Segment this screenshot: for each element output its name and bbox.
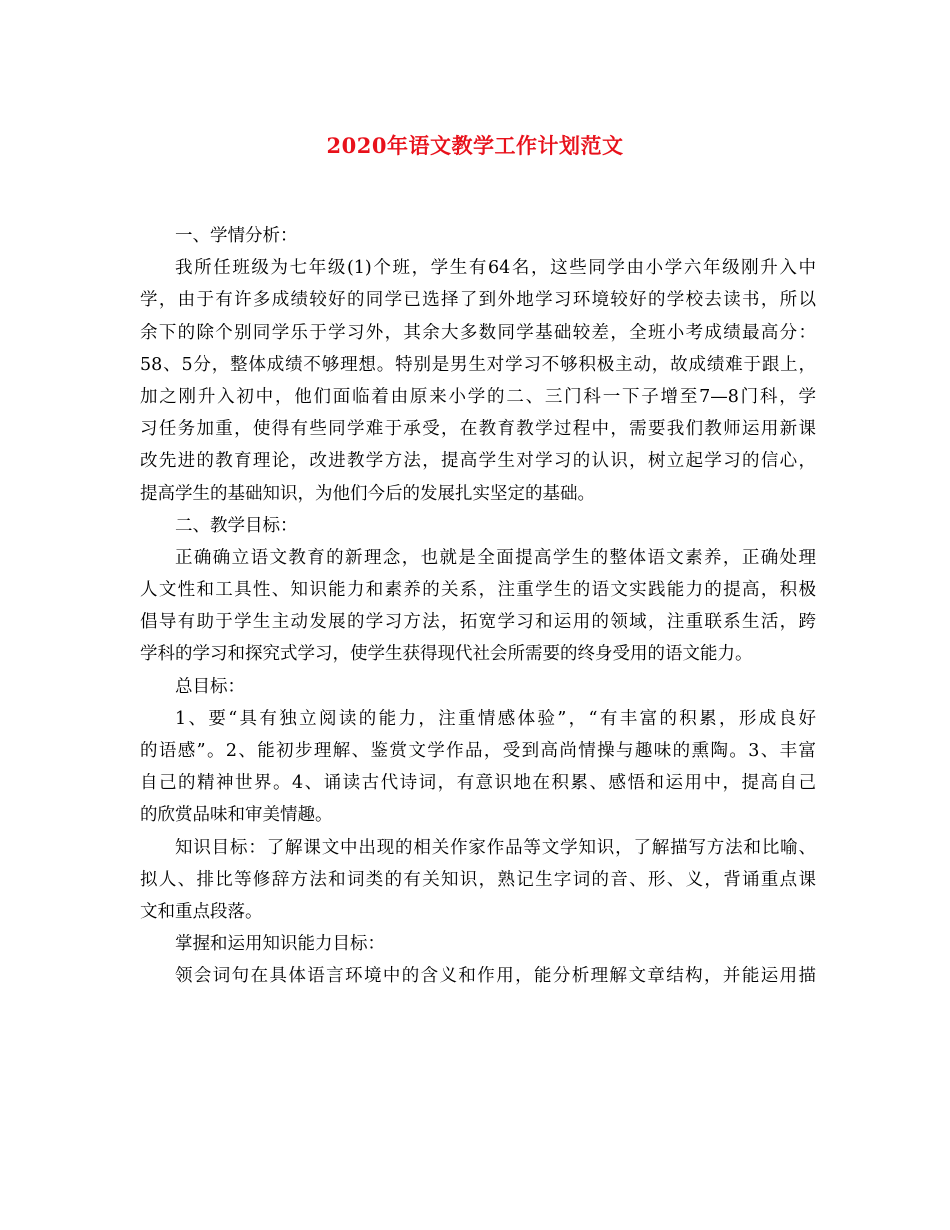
text-line: 人文性和工具性、知识能力和素养的关系，注重学生的语文实践能力的提高，积极 [140, 580, 816, 601]
text-line: 倡导有助于学生主动发展的学习方法，拓宽学习和运用的领域，注重联系生活，跨 [140, 612, 816, 633]
text-line: 的语感”。2、能初步理解、鉴赏文学作品，受到高尚情操与趣味的熏陶。3、丰富 [140, 741, 816, 761]
text-line: 习任务加重，使得有些同学难于承受，在教育教学过程中，需要我们教师运用新课 [140, 419, 816, 440]
text-line: 我所任班级为七年级(1)个班，学生有64名，这些同学由小学六年级刚升入中 [175, 258, 816, 279]
text-line: 的欣赏品味和审美情趣。 [140, 805, 333, 826]
text-line: 领会词句在具体语言环境中的含义和作用，能分析理解文章结构，并能运用描 [175, 966, 816, 987]
section-heading-learning-analysis [140, 220, 816, 252]
text-line: 加之刚升入初中，他们面临着由原来小学的二、三门科一下子增至7—8门科，学 [140, 386, 816, 407]
text-line: 总目标： [175, 676, 245, 697]
text-line: 提高学生的基础知识，为他们今后的发展扎实坚定的基础。 [140, 483, 595, 504]
document-title: 2020年语文教学工作计划范文 [326, 133, 624, 158]
text-line: 拟人、排比等修辞方法和词类的有关知识，熟记生字词的音、形、义，背诵重点课 [140, 869, 816, 890]
document-body [140, 220, 816, 993]
text-line: 1、要“具有独立阅读的能力，注重情感体验”，“有丰富的积累，形成良好 [175, 708, 816, 729]
paragraph-overall-goals [140, 703, 816, 832]
text-line: 余下的除个别同学乐于学习外，其余大多数同学基础较差，全班小考成绩最高分： [140, 322, 816, 343]
paragraph-knowledge-goals [140, 832, 816, 929]
text-line: 改先进的教育理论，改进教学方法，提高学生对学习的认识，树立起学习的信心， [140, 451, 816, 472]
text-line: 文和重点段落。 [140, 901, 263, 922]
text-line: 正确确立语文教育的新理念，也就是全面提高学生的整体语文素养，正确处理 [175, 547, 816, 568]
paragraph-teaching-goals [140, 542, 816, 671]
text-line: 学科的学习和探究式学习，使学生获得现代社会所需要的终身受用的语文能力。 [140, 644, 753, 665]
paragraph-learning-analysis [140, 252, 816, 510]
text-line: 知识目标：了解课文中出现的相关作家作品等文学知识，了解描写方法和比喻、 [175, 837, 816, 858]
text-line: 一、学情分析： [175, 226, 298, 246]
section-heading-ability-goals [140, 928, 816, 960]
text-line: 学，由于有许多成绩较好的同学已选择了到外地学习环境较好的学校去读书，所以 [140, 290, 816, 311]
text-line: 二、教学目标： [175, 515, 298, 536]
section-heading-teaching-goals [140, 510, 816, 542]
text-line: 58、5分，整体成绩不够理想。特别是男生对学习不够积极主动，故成绩难于跟上， [140, 354, 816, 375]
paragraph-ability-goals [140, 960, 816, 992]
text-line: 掌握和运用知识能力目标： [175, 934, 385, 955]
text-line: 自己的精神世界。4、诵读古代诗词，有意识地在积累、感悟和运用中，提高自己 [140, 773, 816, 794]
section-heading-overall-goals [140, 671, 816, 703]
